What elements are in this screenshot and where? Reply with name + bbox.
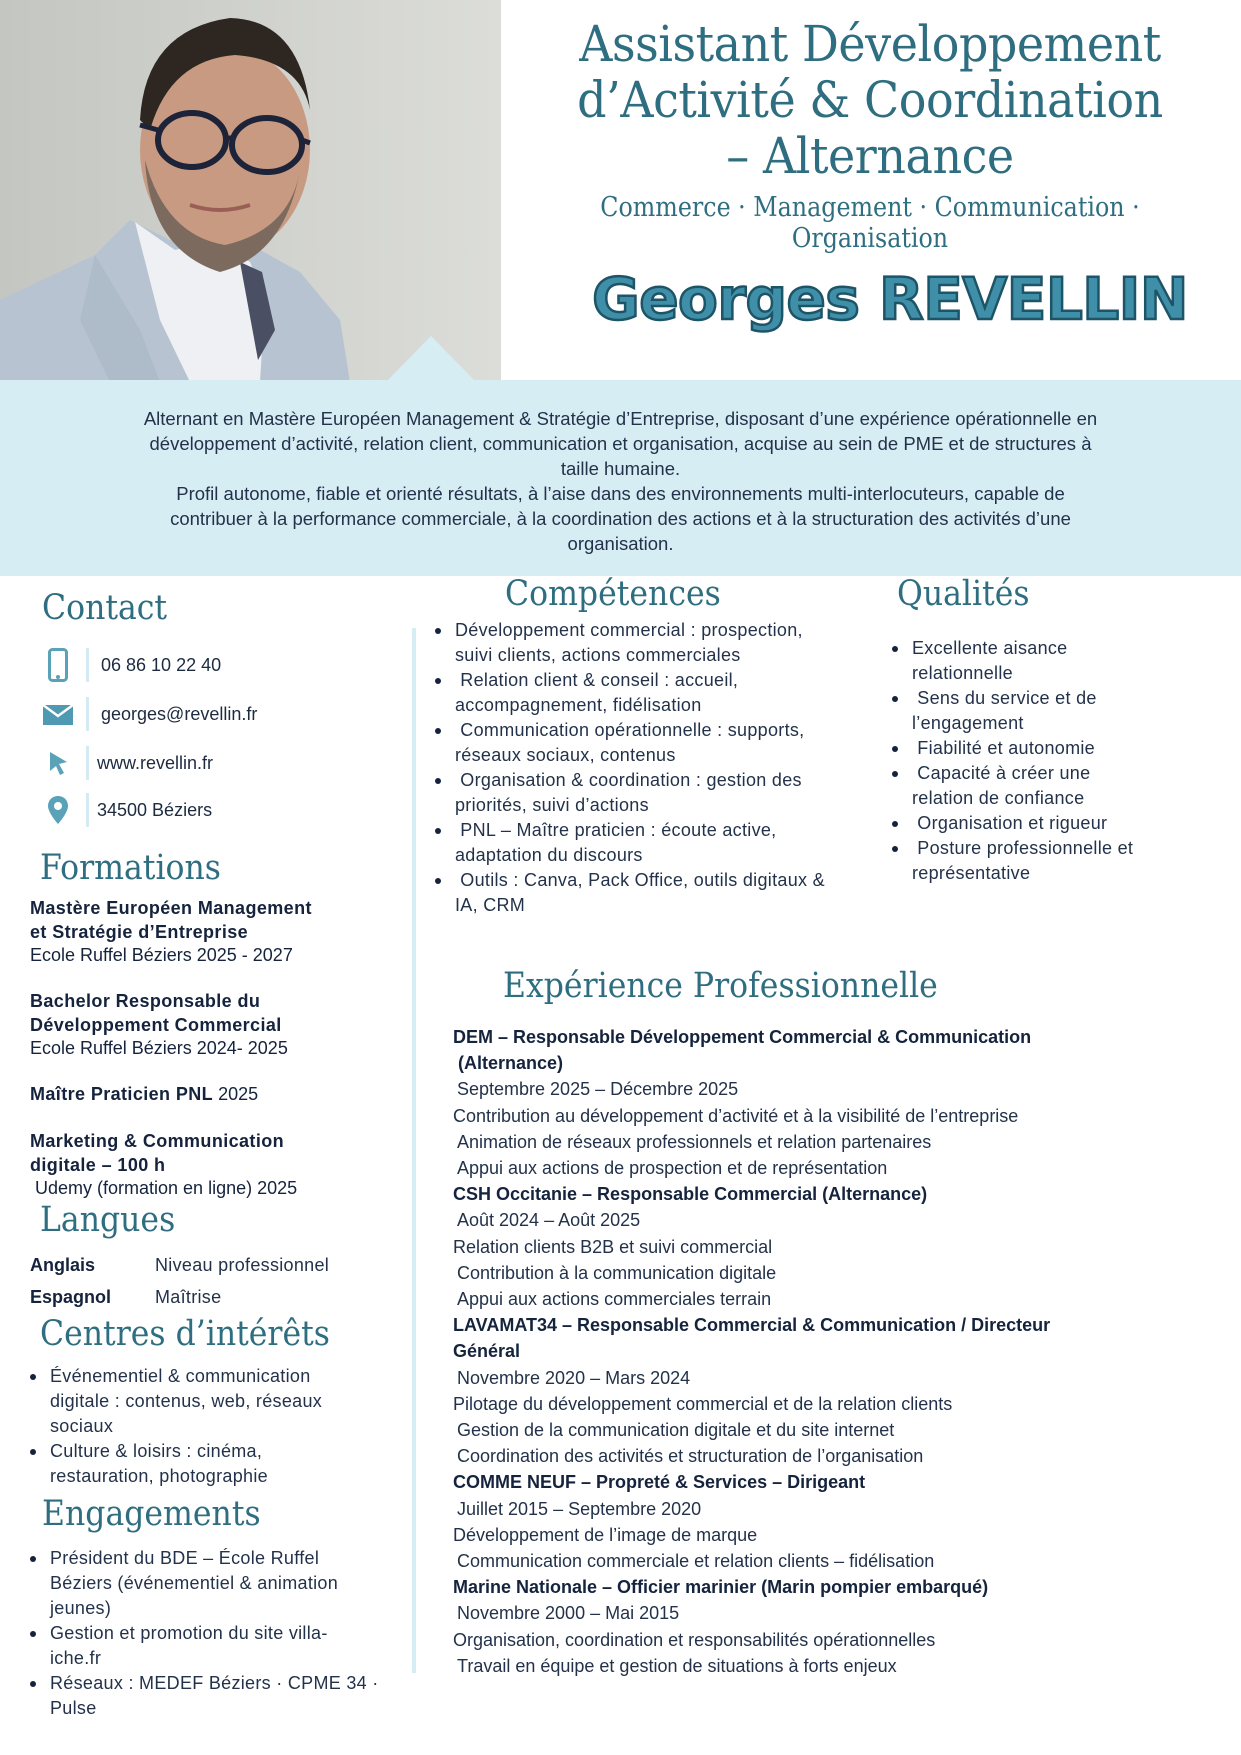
formation-year: 2025 [218,1084,259,1104]
quality-line: Capacité à créer une [912,763,1091,783]
quality-line: Sens du service et de [912,688,1097,708]
skill-line: adaptation du discours [455,845,643,865]
engagement-line: Président du BDE – École Ruffel [50,1548,320,1568]
engagements-list [31,1546,411,1721]
job-entry [453,1312,1223,1469]
quality-line: Organisation et rigueur [912,813,1108,833]
email-link[interactable]: georges@revellin.fr [101,703,258,724]
language-name: Espagnol [30,1287,112,1307]
summary-line: organisation. [567,533,674,554]
job-entry [453,1181,1223,1312]
section-heading-experience: Expérience Professionnelle [503,966,938,1006]
job-task: Gestion de la communication digitale et du site internet [457,1420,895,1441]
section-heading-engagements: Engagements [42,1494,261,1534]
section-heading-contact: Contact [42,588,168,628]
quality-item [893,636,1223,686]
website-link[interactable]: www.revellin.fr [97,752,214,773]
language-level: Maîtrise [155,1287,222,1307]
summary-line: développement d’activité, relation client, communication et organisation, acquise au sein de PME et de structures à [149,433,1092,454]
phone-number[interactable]: 06 86 10 22 40 [101,654,222,675]
skill-line: PNL – Maître praticien : écoute active, [455,820,777,840]
job-task: Pilotage du développement commercial et de la relation clients [453,1393,953,1414]
contact-separator [86,793,89,827]
experience-list [453,1024,1223,1679]
interest-item [31,1364,401,1439]
formation-title: Bachelor Responsable du [30,991,261,1011]
engagement-item [31,1671,411,1721]
job-title-text: (Alternance) [453,1053,564,1074]
contact-separator [86,746,89,780]
section-heading-langues: Langues [40,1200,176,1240]
interest-line: digitale : contenus, web, réseaux [50,1391,323,1411]
job-title-text: Général [453,1341,521,1362]
skill-item [436,718,876,768]
formation-item [30,1083,400,1107]
quality-line: représentative [912,863,1031,883]
job-task: Animation de réseaux professionnels et relation partenaires [457,1131,932,1152]
interests-list [31,1364,401,1489]
engagement-line: iche.fr [50,1648,102,1668]
formation-detail: Ecole Ruffel Béziers 2025 - 2027 [30,945,293,965]
job-entry [453,1574,1223,1679]
quality-line: relationnelle [912,663,1013,683]
interest-item [31,1439,401,1489]
band-notch-triangle [387,336,475,381]
formation-item [30,990,400,1061]
skill-item [436,868,876,918]
contact-separator [86,697,89,731]
job-task: Travail en équipe et gestion de situations à forts enjeux [457,1655,897,1676]
subtitle-line: Commerce · Management · Communication · [600,192,1140,223]
job-task: Contribution à la communication digitale [457,1262,777,1283]
job-title-line: Assistant Développement [579,15,1161,73]
formation-title: Mastère Européen Management [30,898,312,918]
contact-item-website [40,743,380,783]
job-dates: Novembre 2000 – Mai 2015 [457,1603,680,1624]
formation-detail: Udemy (formation en ligne) 2025 [30,1178,298,1198]
section-heading-qualites: Qualités [897,574,1030,614]
skill-line: suivi clients, actions commerciales [455,645,741,665]
engagement-item [31,1546,411,1621]
quality-line: Fiabilité et autonomie [912,738,1095,758]
job-dates: Novembre 2020 – Mars 2024 [457,1367,691,1388]
engagement-line: Pulse [50,1698,97,1718]
summary-line: taille humaine. [560,458,681,479]
skill-line: priorités, suivi d’actions [455,795,649,815]
cursor-icon [40,745,76,781]
interest-line: Événementiel & communication [50,1366,311,1386]
formation-title: et Stratégie d’Entreprise [30,921,249,942]
formation-title: Développement Commercial [30,1014,282,1035]
job-title-text: DEM – Responsable Développement Commercial & Communication [453,1027,1032,1047]
portrait-illustration [0,0,501,382]
formation-item [30,1130,400,1201]
job-dates: Septembre 2025 – Décembre 2025 [457,1079,739,1100]
language-item [30,1286,400,1309]
job-title-line: – Alternance [726,127,1014,185]
skill-line: Communication opérationnelle : supports, [455,720,805,740]
phone-icon [40,647,76,683]
job-task: Organisation, coordination et responsabilités opérationnelles [453,1629,936,1650]
skill-line: Relation client & conseil : accueil, [455,670,739,690]
formation-detail: Ecole Ruffel Béziers 2024- 2025 [30,1038,288,1058]
skills-list [436,618,876,918]
job-title-text: CSH Occitanie – Responsable Commercial (Alternance) [453,1184,928,1205]
interest-line: sociaux [50,1416,114,1436]
skill-line: Développement commercial : prospection, [455,620,803,640]
column-divider [412,628,416,1673]
section-heading-competences: Compétences [505,574,721,614]
interest-line: Culture & loisirs : cinéma, [50,1441,263,1461]
job-title [548,16,1192,184]
engagement-line: Gestion et promotion du site villa- [50,1623,328,1643]
quality-line: Posture professionnelle et [912,838,1134,858]
job-task: Contribution au développement d’activité et à la visibilité de l’entreprise [453,1105,1019,1126]
contact-item-email [40,694,380,734]
formation-title: Marketing & Communication [30,1131,285,1151]
formation-title: digitale – 100 h [30,1154,166,1175]
job-task: Appui aux actions de prospection et de représentation [457,1158,888,1179]
contact-item-location [40,790,380,830]
formation-title: Maître Praticien PNL [30,1084,214,1104]
skill-line: IA, CRM [455,895,526,915]
summary-line: Profil autonome, fiable et orienté résultats, à l’aise dans des environnements multi-interlocuteurs, capable de [176,483,1065,504]
job-entry [453,1024,1223,1181]
skill-item [436,618,876,668]
job-entry [453,1469,1223,1574]
job-title-line: d’Activité & Coordination [577,71,1163,129]
quality-line: relation de confiance [912,788,1085,808]
job-title-text: Marine Nationale – Officier marinier (Marin pompier embarqué) [453,1577,989,1598]
formation-item [30,897,400,968]
location-text: 34500 Béziers [97,799,213,820]
interest-line: restauration, photographie [50,1466,268,1486]
job-dates: Juillet 2015 – Septembre 2020 [457,1498,702,1519]
skill-line: réseaux sociaux, contenus [455,745,676,765]
engagement-line: Béziers (événementiel & animation [50,1573,339,1593]
quality-item [893,836,1223,886]
engagement-line: jeunes) [50,1598,112,1618]
job-subtitle [562,192,1178,254]
candidate-name: Georges REVELLIN [592,265,1188,333]
quality-line: Excellente aisance [912,638,1068,658]
skill-item [436,668,876,718]
section-heading-formations: Formations [40,848,221,888]
job-dates: Août 2024 – Août 2025 [457,1210,641,1231]
skill-item [436,818,876,868]
job-task: Coordination des activités et structuration de l’organisation [457,1446,924,1467]
quality-item [893,686,1223,736]
job-task: Appui aux actions commerciales terrain [457,1289,772,1310]
skill-line: Outils : Canva, Pack Office, outils digitaux & [455,870,825,890]
mail-icon [40,696,76,732]
contact-item-phone [40,645,380,685]
quality-item [893,811,1223,836]
subtitle-line: Organisation [791,223,949,254]
qualities-list [893,636,1223,886]
language-level: Niveau professionnel [155,1255,330,1275]
quality-item [893,761,1223,811]
quality-line: l’engagement [912,713,1024,733]
location-pin-icon [40,792,76,828]
quality-item [893,736,1223,761]
summary-line: contribuer à la performance commerciale, à la coordination des actions et à la structuration des activités d’une [170,508,1071,529]
job-task: Développement de l’image de marque [453,1524,758,1545]
summary-line: Alternant en Mastère Européen Management & Stratégie d’Entreprise, disposant d’une expérience opérationnelle en [143,408,1098,429]
job-title-text: LAVAMAT34 – Responsable Commercial & Communication / Directeur [453,1315,1051,1336]
profile-photo [0,0,501,382]
engagement-line: Réseaux : MEDEF Béziers · CPME 34 · [50,1673,379,1693]
profile-summary [20,406,1221,556]
skill-line: Organisation & coordination : gestion des [455,770,802,790]
language-item [30,1254,400,1277]
engagement-item [31,1621,411,1671]
job-task: Relation clients B2B et suivi commercial [453,1236,773,1257]
skill-item [436,768,876,818]
contact-separator [86,648,89,682]
section-heading-interets: Centres d’intérêts [40,1314,330,1354]
job-title-text: COMME NEUF – Propreté & Services – Dirigeant [453,1472,866,1493]
language-name: Anglais [30,1255,96,1275]
skill-line: accompagnement, fidélisation [455,695,702,715]
job-task: Communication commerciale et relation clients – fidélisation [457,1551,935,1572]
